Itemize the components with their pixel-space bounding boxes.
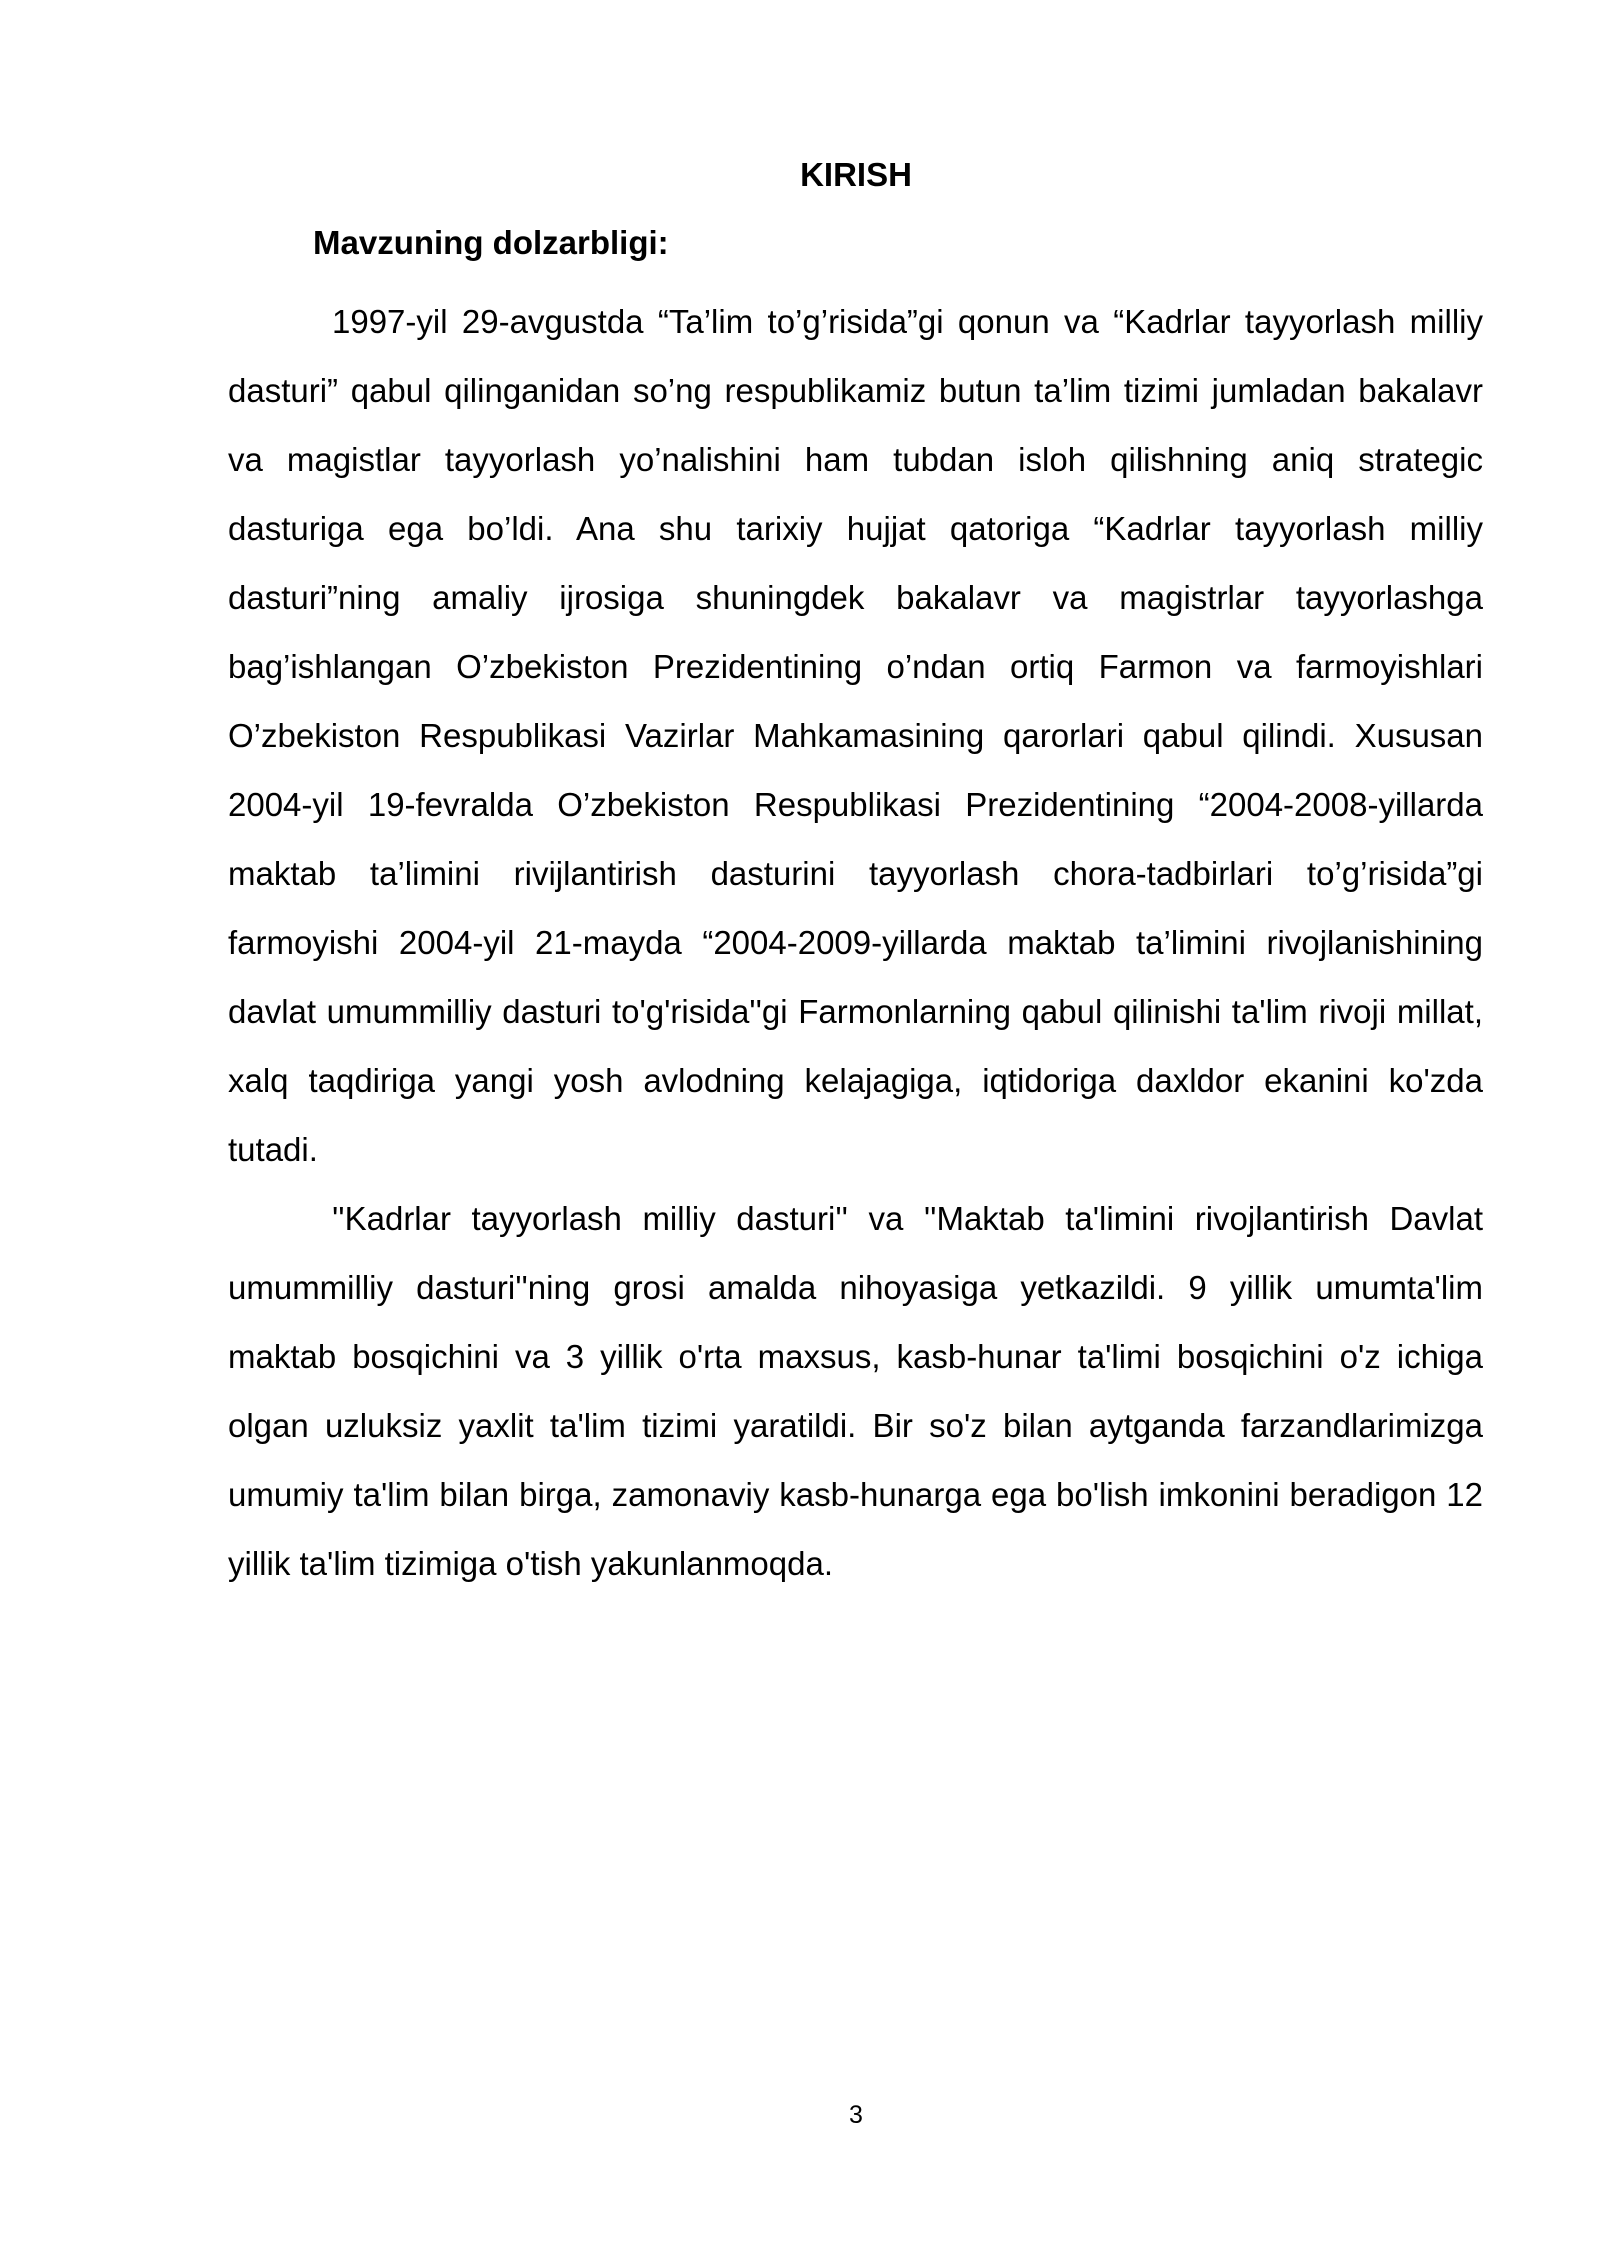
section-heading: Mavzuning dolzarbligi: [313,224,669,261]
paragraph-2: ''Kadrlar tayyorlash milliy dasturi'' va ''Maktab ta'limini rivojlantirish Davlat umummilliy dasturi''ning grosi amalda nihoyasiga yetkazildi. 9 yillik umumta'lim maktab bosqichini va 3 yillik o'rta maxsus, kasb-hunar ta'limi bosqichini o'z ichiga olgan uzluksiz yaxlit ta'lim tizimi yaratildi. Bir so'z bilan aytganda farzandlarimizga umumiy ta'lim bilan birga, zamonaviy kasb-hunarga ega bo'lish imkonini beradigon 12 yillik ta'lim tizimiga o'tish yakunlanmoqda. [228,1200,1483,1582]
paragraph-1: 1997-yil 29-avgustda “Ta’lim to’g’risida”gi qonun va “Kadrlar tayyorlash milliy dasturi” qabul qilinganidan so’ng respublikamiz butun ta’lim tizimi jumladan bakalavr va magistlar tayyorlash yo’nalishini ham tubdan isloh qilishning aniq strategic dasturiga ega bo’ldi. Ana shu tarixiy hujjat qatoriga “Kadrlar tayyorlash milliy dasturi”ning amaliy ijrosiga shuningdek bakalavr va magistrlar tayyorlashga bag’ishlangan O’zbekiston Prezidentining o’ndan ortiq Farmon va farmoyishlari O’zbekiston Respublikasi Vazirlar Mahkamasining qarorlari qabul qilindi. Xususan 2004-yil 19-fevralda O’zbekiston Respublikasi Prezidentining “2004-2008-yillarda maktab ta’limini rivijlantirish dasturini tayyorlash chora-tadbirlari to’g’risida”gi farmoyishi 2004-yil 21-mayda “2004-2009-yillarda maktab ta’limini rivojlanishining davlat umummilliy dasturi to'g'risida''gi Farmonlarning qabul qilinishi ta'lim rivoji millat, xalq taqdiriga yangi yosh avlodning kelajagiga, iqtidoriga daxldor ekanini ko'zda tutadi. [228,303,1483,1168]
page-title: KIRISH [800,156,912,193]
page-number: 3 [849,2101,863,2129]
body-text [228,287,1483,1598]
